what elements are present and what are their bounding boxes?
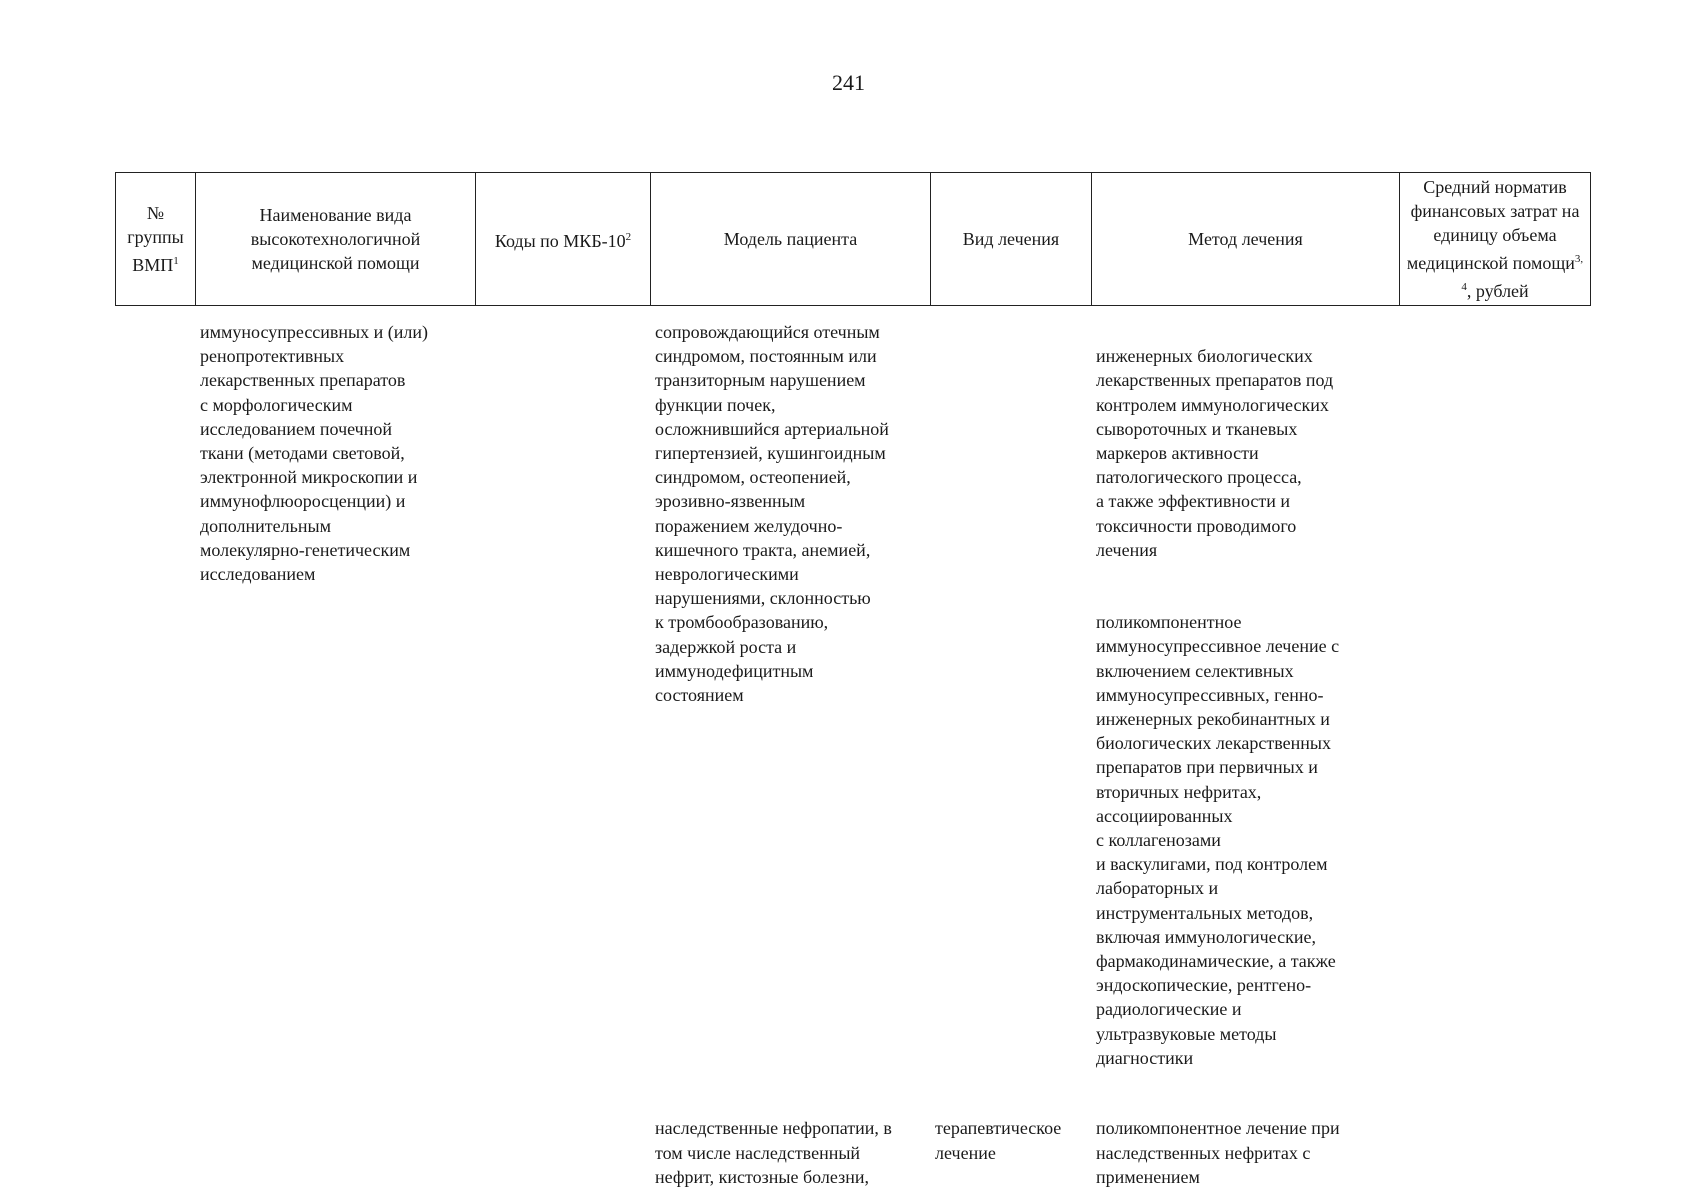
cell-treatment-method: поликомпонентное лечение при наследственных нефритах с применением <box>1096 1118 1340 1187</box>
header-treatment-type: Вид лечения <box>931 173 1092 306</box>
cell-group-no <box>115 320 195 1094</box>
cell-name <box>195 1094 475 1189</box>
table-row <box>115 1094 1590 1189</box>
cell-codes <box>475 1094 650 1189</box>
page-number: 241 <box>832 70 865 95</box>
cell-group-no <box>115 1094 195 1189</box>
header-patient-model: Модель пациента <box>651 173 931 306</box>
cell-codes <box>475 320 650 1094</box>
header-name: Наименование вида высокотехнологичной медицинской помощи <box>196 173 476 306</box>
header-cost: Средний норматив финансовых затрат на единицу объема медицинской помощи$^{3, 4}$, рублей <box>1400 173 1591 306</box>
header-group-no: № группы ВМП$^1$ <box>116 173 196 306</box>
cell-cost <box>1399 1094 1590 1189</box>
table-header <box>115 172 1591 306</box>
cell-treatment-method: инженерных биологических лекарственных препаратов под контролем иммунологических сывороточных и тканевых маркеров активности патологического процесса, а также эффективности и токсичности проводимого лечения поликомпонентное иммуносупрессивное лечение с включением селективных иммуносупрессивных, генно- инженерных рекобинантных и биологических лекарственных препаратов при первичных и вторичных нефритах, ассоциированных с коллагенозами и васкулигами, под контролем лабораторных и инструментальных методов, включая иммунологические, фармакодинамические, а также эндоскопические, рентгено- радиологические и ультразвуковые методы диагностики <box>1096 346 1340 1068</box>
cell-patient-model: сопровождающийся отечным синдромом, постоянным или транзиторным нарушением функции почек, осложнившийся артериальной гипертензией, кушингоидным синдромом, остеопенией, эрозивно-язвенным поражением желудочно- кишечного тракта, анемией, неврологическими нарушениями, склонностью к тромбообразованию, задержкой роста и иммунодефицитным состоянием <box>655 322 889 706</box>
cell-treatment-type: терапевтическое лечение <box>935 1118 1062 1163</box>
cell-name: иммуносупрессивных и (или) ренопротективных лекарственных препаратов с морфологическим исследованием почечной ткани (методами световой, электронной микроскопии и иммунофлюоросценции) и дополнительным молекулярно-генетическим исследованием <box>200 322 429 585</box>
header-codes: Коды по МКБ-$10^2$ <box>476 173 651 306</box>
cell-patient-model: наследственные нефропатии, в том числе наследственный нефрит, кистозные болезни, <box>655 1118 892 1187</box>
cell-cost <box>1399 320 1590 1094</box>
header-treatment-method: Метод лечения <box>1092 173 1400 306</box>
cell-treatment-type <box>930 320 1091 1094</box>
table-row <box>115 320 1590 1094</box>
table-body <box>115 320 1590 1189</box>
